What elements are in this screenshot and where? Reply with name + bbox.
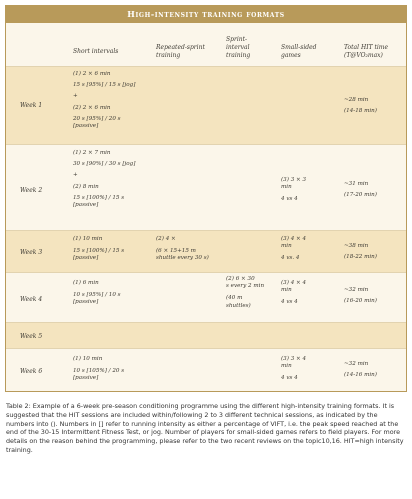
cell-line: min [281, 363, 292, 370]
header-small-sided-line: games [281, 52, 301, 59]
cell-line: + [73, 93, 78, 100]
repeated-sprint-cell [156, 236, 209, 263]
total-hit-cell [344, 361, 377, 379]
total-hit-cell [344, 243, 377, 261]
table-row [6, 272, 406, 322]
small-sided-cell [281, 356, 306, 383]
cell-line: (3) 4 × 4 [281, 236, 307, 242]
cell-line: (16-20 min) [344, 298, 377, 305]
cell-line: 30 s [90%] / 30 s [jog] [73, 161, 136, 168]
short-intervals-cell [73, 356, 124, 383]
small-sided-cell [281, 236, 306, 263]
week-label: Week 6 [20, 368, 43, 375]
week-label: Week 4 [20, 296, 43, 303]
cell-line: 10 s [105%] / 20 s [73, 368, 125, 375]
cell-line: (18-22 min) [344, 254, 377, 261]
cell-line: 15 s [100%] / 15 s [73, 248, 125, 255]
total-hit-cell [344, 287, 377, 305]
cell-line: 10 s [95%] / 10 s [73, 292, 121, 299]
short-intervals-cell [73, 280, 121, 307]
table-row [6, 144, 406, 230]
week-label: Week 2 [20, 187, 43, 194]
cell-line: [passive] [73, 375, 99, 382]
header-sprint-interval [226, 36, 250, 60]
cell-line: shuttles) [226, 302, 251, 309]
hit-table [5, 5, 407, 392]
cell-line: (1) 2 × 6 min [73, 71, 111, 77]
cell-line: min [281, 243, 292, 250]
header-sprint-interval-line: training [226, 52, 251, 59]
week-label: Week 3 [20, 249, 43, 256]
total-hit-cell [344, 97, 377, 115]
cell-line: min [281, 184, 292, 191]
table-caption: Table 2: Example of a 6-week pre-season conditioning programme using the different high-intensity training formats. It is suggested that the HIT sessions are included within/following 2 to 3 different technical sessions, as indicated by the numbers into (). Numbers in [] refer to running intensity as either a percentage of VIFT, i.e. the peak speed reached at the end of the 30-15 Intermittent Fitness Test, or jog. Number of players for small-sided games refers to field players. For more details on the reason behind the programming, please refer to the two recent reviews on the topic10,16. HIT=high intensity training. [6, 402, 404, 454]
short-intervals-cell [73, 71, 135, 130]
header-repeated-sprint-line: training [156, 52, 181, 59]
table-row [6, 66, 406, 144]
cell-line: 4 vs 4 [281, 196, 298, 203]
table-row [6, 322, 406, 348]
week-label: Week 5 [20, 333, 43, 340]
header-total-hit [344, 44, 388, 60]
header-sprint-interval-line: Sprint- [226, 36, 248, 43]
table-row [6, 348, 406, 392]
cell-line: [passive] [73, 299, 99, 306]
cell-line: (40 m [226, 295, 243, 302]
cell-line: 15 s [95%] / 15 s [jog] [73, 82, 136, 89]
cell-line: ~32 min [344, 287, 369, 293]
cell-line: shuttle every 30 s) [156, 255, 209, 262]
cell-line: 20 s [95%] / 20 s [73, 115, 121, 122]
cell-line: (17-20 min) [344, 192, 377, 199]
cell-line: [passive] [73, 255, 99, 262]
cell-line: (14-16 min) [344, 372, 377, 379]
cell-line: (1) 10 min [73, 236, 103, 242]
header-sprint-interval-line: interval [226, 44, 250, 51]
cell-line: + [73, 172, 78, 179]
cell-line: (1) 2 × 7 min [73, 150, 111, 156]
short-intervals-cell [73, 236, 124, 263]
cell-line: (1) 10 min [73, 356, 103, 362]
cell-line: (14-18 min) [344, 108, 377, 115]
cell-line: (6 × 15+15 m [156, 248, 196, 255]
header-small-sided [281, 44, 316, 60]
table-row [6, 230, 406, 272]
cell-line: ~31 min [344, 181, 369, 187]
cell-line: (3) 3 × 3 [281, 177, 307, 183]
table-title: High-intensity training formats [6, 6, 406, 23]
short-intervals-cell [73, 150, 135, 209]
cell-line: (2) 2 × 6 min [73, 104, 111, 111]
cell-line: ~38 min [344, 243, 369, 249]
cell-line: min [281, 287, 292, 294]
cell-line: 4 vs. 4 [281, 255, 300, 262]
cell-line: s every 2 min [226, 283, 265, 290]
cell-line: 4 vs 4 [281, 375, 298, 382]
cell-line: [passive] [73, 123, 99, 130]
cell-line: 4 vs 4 [281, 299, 298, 306]
cell-line: (1) 6 min [73, 280, 99, 286]
small-sided-cell [281, 177, 306, 204]
week-label: Week 1 [20, 102, 43, 109]
header-repeated-sprint-line: Repeated-sprint [156, 44, 205, 51]
header-short-intervals: Short intervals [73, 48, 119, 55]
cell-line: (3) 3 × 4 [281, 356, 307, 362]
cell-line: (2) 6 × 30 [226, 276, 255, 282]
cell-line: [passive] [73, 202, 99, 209]
sprint-interval-cell [226, 276, 264, 310]
header-small-sided-line: Small-sided [281, 44, 317, 51]
header-total-hit-line: (T@VO₂max) [344, 52, 383, 59]
small-sided-cell [281, 280, 306, 307]
cell-line: ~28 min [344, 97, 369, 103]
cell-line: 15 s [100%] / 15 s [73, 194, 125, 201]
header-repeated-sprint [156, 44, 205, 60]
total-hit-cell [344, 181, 377, 199]
cell-line: (2) 8 min [73, 183, 99, 190]
header-total-hit-line: Total HIT time [344, 44, 389, 51]
cell-line: ~32 min [344, 361, 369, 367]
cell-line: (3) 4 × 4 [281, 280, 307, 286]
cell-line: (2) 4 × [156, 236, 176, 242]
